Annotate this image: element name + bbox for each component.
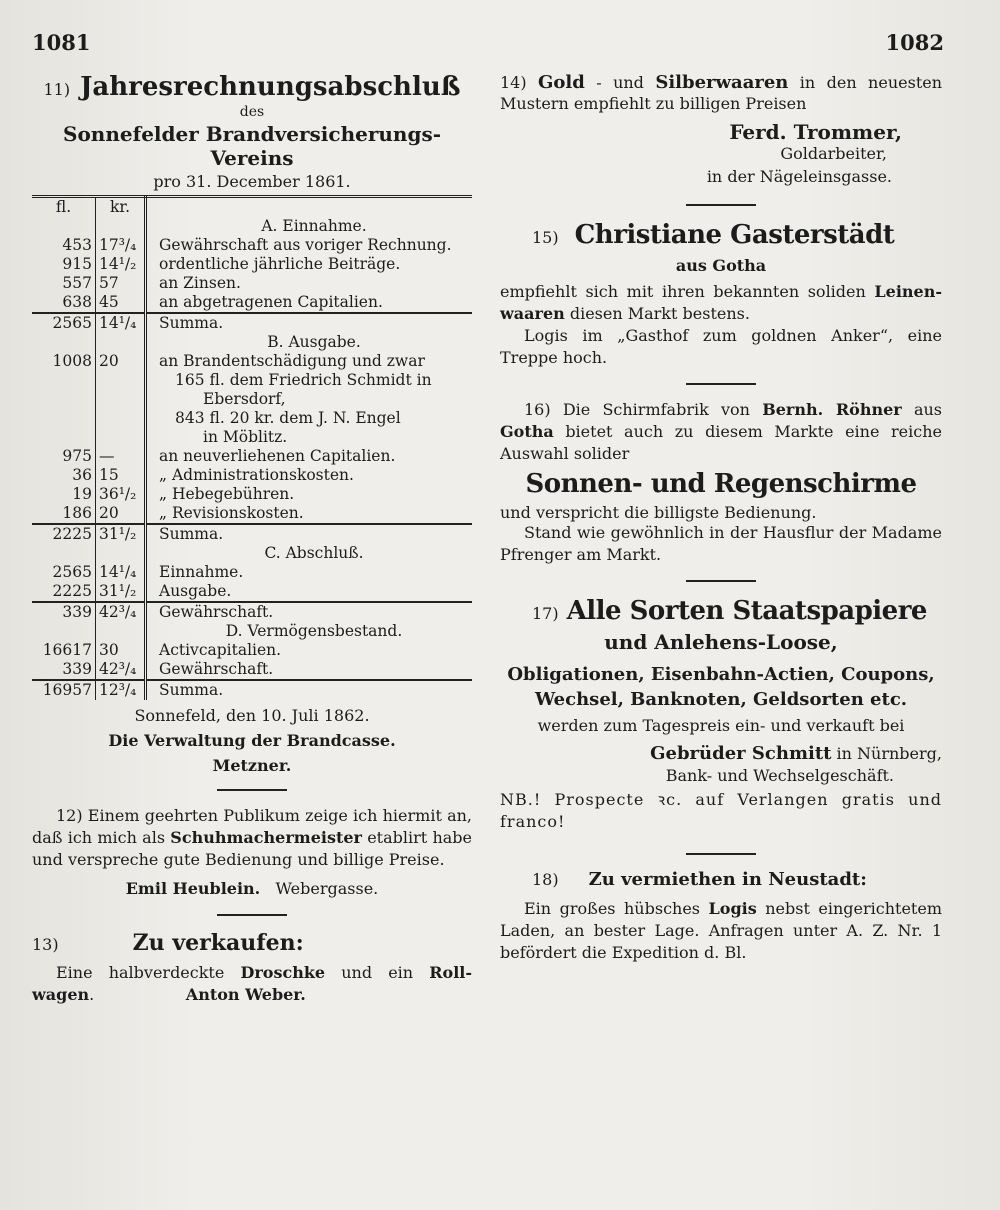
ad14-text-2: in den neuesten Mustern empfiehlt zu billigen Preisen (500, 73, 943, 113)
ad18-text-1: Ein großes hübsches (524, 899, 709, 918)
florin-cell (32, 371, 96, 390)
table-row (32, 352, 472, 371)
kreuzer-cell: 14¹/₄ (96, 313, 146, 333)
ad-16 (500, 399, 942, 566)
table-row (32, 390, 472, 409)
page-number-left: 1081 (32, 30, 91, 55)
ad-title: Zu verkaufen: (132, 930, 304, 956)
kreuzer-cell (96, 217, 146, 236)
ad-title: Jahresrechnungsabschluß (80, 72, 461, 102)
entry-text: B. Ausgabe. (267, 333, 361, 351)
florin-cell: 1008 (32, 352, 96, 371)
ad16-firm: Bernh. Röhner (762, 400, 902, 419)
florin-cell: 36 (32, 466, 96, 485)
table-row (32, 563, 472, 582)
entry-text: A. Einnahme. (261, 217, 367, 235)
kreuzer-cell: 17³/₄ (96, 236, 146, 255)
ad16-service: und verspricht die billigste Bedienung. (500, 503, 817, 522)
ad-number: 14) (500, 73, 527, 92)
ad16-stand: Stand wie gewöhnlich in der Hausflur der Madame Pfrenger am Markt. (500, 523, 942, 564)
ad13-text-a: Eine halbverdeckte (56, 963, 241, 982)
ad-number: 18) (532, 870, 559, 889)
entry-text: „ Administrationskosten. (159, 466, 354, 484)
florin-cell: 557 (32, 274, 96, 293)
entry-text: Einnahme. (159, 563, 244, 581)
ad13-name: Anton Weber. (185, 985, 306, 1004)
entry-text: an Brandentschädigung und zwar (159, 352, 425, 370)
table-row (32, 504, 472, 524)
florin-cell: 2565 (32, 313, 96, 333)
table-row (32, 428, 472, 447)
ad17-firm-line (500, 743, 942, 764)
divider (686, 853, 756, 855)
ad13-text-b: und ein (325, 963, 430, 982)
ad15-linen: Leinen-waaren (500, 282, 942, 323)
ad14-gold: Gold (538, 72, 585, 93)
ad-11 (32, 72, 472, 775)
ad-number: 11) (43, 80, 71, 99)
entry-text: C. Abschluß. (264, 544, 364, 562)
divider (686, 383, 756, 385)
accounts-table (32, 195, 472, 700)
table-row (32, 236, 472, 255)
kreuzer-cell: 20 (96, 504, 146, 524)
ad-number: 17) (532, 604, 559, 623)
ad15-text-2: diesen Markt bestens. (564, 304, 750, 323)
florin-cell (32, 544, 96, 563)
florin-cell (32, 390, 96, 409)
entry-text: Ausgabe. (159, 582, 232, 600)
entry-text: „ Revisionskosten. (159, 504, 304, 522)
ad17-text: werden zum Tagespreis ein- und verkauft bei (537, 716, 905, 735)
signer: Metzner. (212, 756, 292, 775)
col-header-fl: fl. (32, 197, 96, 218)
table-row (32, 409, 472, 428)
kreuzer-cell: 14¹/₄ (96, 563, 146, 582)
ad17-line-4: Wechsel, Banknoten, Geldsorten etc. (534, 689, 908, 710)
sum-row (32, 602, 472, 622)
report-date: pro 31. December 1861. (153, 172, 351, 191)
ad12-text-b: etablirt habe und verspreche gute Bedienung und billige Preise. (32, 828, 472, 869)
administration: Die Verwaltung der Brandcasse. (108, 731, 396, 750)
ad-des: des (239, 104, 265, 120)
florin-cell (32, 622, 96, 641)
kreuzer-cell: — (96, 447, 146, 466)
table-row (32, 660, 472, 680)
ad13-item-1: Droschke (240, 963, 326, 982)
divider (686, 580, 756, 582)
entry-text: 165 fl. dem Friedrich Schmidt in (175, 371, 432, 389)
ad14-address: in der Nägeleinsgasse. (706, 167, 892, 186)
section-header-row (32, 217, 472, 236)
org-line-1: Sonnefelder Brandversicherungs- (63, 122, 441, 146)
right-column (500, 72, 942, 964)
ad-13 (32, 930, 472, 1006)
kreuzer-cell: 30 (96, 641, 146, 660)
table-header-row (32, 197, 472, 218)
kreuzer-cell: 20 (96, 352, 146, 371)
entry-text: an abgetragenen Capitalien. (159, 293, 383, 311)
place-date: Sonnefeld, den 10. Juli 1862. (134, 706, 370, 725)
section-header-row (32, 622, 472, 641)
kreuzer-cell: 15 (96, 466, 146, 485)
ad17-city: in Nürnberg, (831, 744, 942, 763)
ad13-item-2: Roll-wagen (32, 963, 472, 1004)
florin-cell: 638 (32, 293, 96, 313)
divider (217, 914, 287, 916)
entry-text: an neuverliehenen Capitalien. (159, 447, 396, 465)
entry-text: an Zinsen. (159, 274, 241, 292)
entry-text: Summa. (146, 313, 473, 333)
divider (686, 204, 756, 206)
ad15-text-1: empfiehlt sich mit ihren bekannten soliden (500, 282, 875, 301)
ad14-name: Ferd. Trommer, (729, 120, 902, 144)
ad-13-text (32, 962, 472, 1006)
florin-cell: 339 (32, 660, 96, 680)
ad-12 (32, 805, 472, 871)
page-number-right: 1082 (885, 30, 944, 55)
ad16-text-1: 16) Die Schirmfabrik von (524, 400, 763, 419)
kreuzer-cell: 45 (96, 293, 146, 313)
florin-cell: 2225 (32, 582, 96, 602)
ad15-text (500, 281, 942, 325)
table-row (32, 485, 472, 504)
entry-text: D. Vermögensbestand. (225, 622, 403, 640)
table-row (32, 447, 472, 466)
kreuzer-cell: 14¹/₂ (96, 255, 146, 274)
entry-text: Activcapitalien. (159, 641, 282, 659)
kreuzer-cell: 57 (96, 274, 146, 293)
ad-14 (500, 72, 942, 114)
entry-text: Ebersdorf, (203, 390, 286, 408)
section-header-row (32, 333, 472, 352)
ad-12-signature (32, 879, 472, 898)
sum-row (32, 524, 472, 544)
ad17-line-3: Obligationen, Eisenbahn-Actien, Coupons, (507, 664, 935, 685)
kreuzer-cell (96, 371, 146, 390)
kreuzer-cell (96, 622, 146, 641)
entry-text: Summa. (146, 524, 473, 544)
entry-text: ordentliche jährliche Beiträge. (159, 255, 401, 273)
section-header-row (32, 544, 472, 563)
florin-cell: 975 (32, 447, 96, 466)
ad-number: 15) (532, 228, 559, 247)
table-row (32, 641, 472, 660)
org-line-2: Vereins (210, 146, 294, 170)
kreuzer-cell: 31¹/₂ (96, 582, 146, 602)
ad-15 (500, 220, 942, 369)
ad-17 (500, 596, 942, 833)
kreuzer-cell: 31¹/₂ (96, 524, 146, 544)
sum-row (32, 313, 472, 333)
table-row (32, 371, 472, 390)
florin-cell (32, 428, 96, 447)
kreuzer-cell (96, 390, 146, 409)
left-column (32, 72, 472, 1006)
ad-number: 13) (32, 935, 59, 954)
ad17-headline-2: und Anlehens-Loose, (604, 630, 838, 654)
ad18-logis: Logis (708, 899, 757, 918)
ad17-kind: Bank- und Wechselgeschäft. (665, 766, 894, 785)
florin-cell: 915 (32, 255, 96, 274)
ad14-text-1: - und (584, 73, 656, 92)
ad13-text-c: . (89, 985, 95, 1004)
table-row (32, 582, 472, 602)
ad18-text (500, 898, 942, 964)
ad16-text-3: bietet auch zu diesem Markte eine reiche Auswahl solider (500, 422, 942, 463)
ad14-job: Goldarbeiter, (780, 144, 887, 163)
ad14-silver: Silberwaaren (655, 72, 789, 93)
entry-text: Gewährschaft aus voriger Rechnung. (159, 236, 452, 254)
entry-text: „ Hebegebühren. (159, 485, 295, 503)
florin-cell: 16617 (32, 641, 96, 660)
kreuzer-cell: 36¹/₂ (96, 485, 146, 504)
kreuzer-cell: 42³/₄ (96, 660, 146, 680)
ad16-city: Gotha (500, 422, 554, 441)
entry-text: in Möblitz. (203, 428, 288, 446)
entry-text: Summa. (146, 680, 473, 700)
ad12-name: Emil Heublein. (125, 879, 261, 898)
florin-cell: 339 (32, 602, 96, 622)
table-row (32, 274, 472, 293)
col-header-kr: kr. (96, 197, 146, 218)
ad17-firm: Gebrüder Schmitt (650, 743, 832, 764)
ad12-text-a: 12) Einem geehrten Publikum zeige ich hiermit an, daß ich mich als (32, 806, 472, 847)
ad17-headline-1: Alle Sorten Staatspapiere (566, 596, 927, 626)
ad12-trade: Schuhmachermeister (170, 828, 362, 847)
kreuzer-cell (96, 544, 146, 563)
ad18-text-2: nebst eingerichtetem Laden, an bester Lage. Anfragen unter A. Z. Nr. 1 befördert die Expedition d. Bl. (500, 899, 942, 962)
ad15-lodging: Logis im „Gasthof zum goldnen Anker“, eine Treppe hoch. (500, 326, 942, 367)
florin-cell: 2225 (32, 524, 96, 544)
ad16-text-2: aus (901, 400, 942, 419)
ad12-address: Webergasse. (275, 879, 379, 898)
ad15-name: Christiane Gasterstädt (574, 220, 895, 250)
florin-cell (32, 409, 96, 428)
ad-18 (500, 869, 942, 964)
florin-cell: 19 (32, 485, 96, 504)
kreuzer-cell (96, 333, 146, 352)
ad16-text (500, 399, 942, 465)
florin-cell (32, 217, 96, 236)
florin-cell (32, 333, 96, 352)
sum-row (32, 680, 472, 700)
ad16-headline: Sonnen- und Regenschirme (525, 469, 917, 499)
florin-cell: 2565 (32, 563, 96, 582)
kreuzer-cell (96, 409, 146, 428)
ad17-nb: NB.! Prospecte ꝛc. auf Verlangen gratis und franco! (500, 790, 942, 831)
ad15-origin: aus Gotha (675, 256, 767, 275)
entry-text: 843 fl. 20 kr. dem J. N. Engel (175, 409, 401, 427)
entry-text: Gewährschaft. (146, 602, 473, 622)
table-row (32, 293, 472, 313)
entry-text: Gewährschaft. (159, 660, 274, 678)
florin-cell: 453 (32, 236, 96, 255)
florin-cell: 186 (32, 504, 96, 524)
kreuzer-cell: 12³/₄ (96, 680, 146, 700)
kreuzer-cell: 42³/₄ (96, 602, 146, 622)
kreuzer-cell (96, 428, 146, 447)
table-row (32, 255, 472, 274)
florin-cell: 16957 (32, 680, 96, 700)
ad18-title: Zu vermiethen in Neustadt: (588, 869, 867, 890)
divider (217, 789, 287, 791)
table-row (32, 466, 472, 485)
